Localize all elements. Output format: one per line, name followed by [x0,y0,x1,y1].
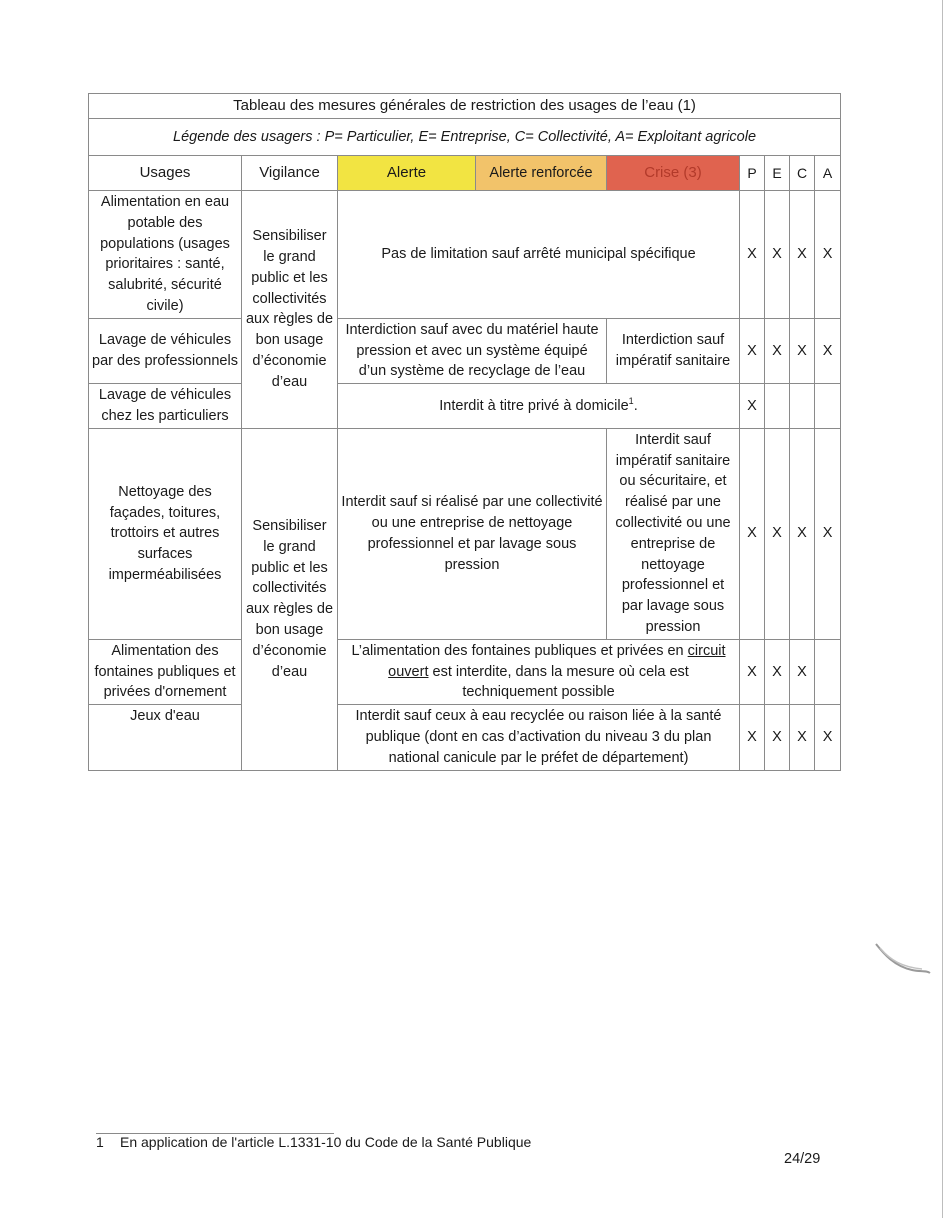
header-vigilance: Vigilance [242,156,338,191]
usager-c-cell [790,384,815,429]
page-number: 24/29 [784,1151,821,1167]
vigilance-cell: Sensibiliser le grand public et les collectivités aux règles de bon usage d’économie d’eau [242,191,338,429]
usager-p-cell: X [740,318,765,383]
measure-end: . [633,397,638,414]
footnote-number: 1 [96,1134,104,1150]
table-row [89,705,841,770]
measure-cell: Interdiction sauf avec du matériel haute pression et avec un système équipé d’un système de recyclage de l’eau [338,318,607,383]
table-row [89,191,841,319]
measure-cell: Interdit sauf ceux à eau recyclée ou raison liée à la santé publique (dont en cas d’activation du niveau 3 du plan national canicule par le préfet de département) [338,705,740,770]
measure-cell: Pas de limitation sauf arrêté municipal spécifique [338,191,740,319]
usager-c-cell: X [790,191,815,319]
usager-c-cell: X [790,428,815,639]
header-a: A [815,156,841,191]
usager-c-cell: X [790,318,815,383]
header-c: C [790,156,815,191]
measure-text: Interdit à titre privé à domicile [439,397,629,414]
measure-text: est interdite, dans la mesure où cela est techniquement possible [432,663,689,701]
footnote-ref: 1 [628,395,634,406]
usager-c-cell: X [790,639,815,704]
measure-cell [338,384,740,429]
table-row [89,639,841,704]
scan-mark-decoration [872,940,932,980]
footnote [96,1134,531,1150]
usager-c-cell: X [790,705,815,770]
header-crise: Crise (3) [607,156,740,191]
usage-cell: Nettoyage des façades, toitures, trottoirs et autres surfaces imperméabilisées [89,428,242,639]
vigilance-cell: Sensibiliser le grand public et les collectivités aux règles de bon usage d’économie d’eau [242,428,338,770]
usager-e-cell [765,384,790,429]
table-legend: Légende des usagers : P= Particulier, E= Entreprise, C= Collectivité, A= Exploitant agricole [89,119,841,156]
usager-e-cell: X [765,639,790,704]
usager-p-cell: X [740,639,765,704]
usager-a-cell: X [815,318,841,383]
page-edge [942,0,943,1218]
measure-text: L’alimentation des fontaines publiques et privées en [351,642,684,659]
usager-e-cell: X [765,705,790,770]
footnote-text: En application de l'article L.1331-10 du Code de la Santé Publique [120,1134,532,1150]
table-title: Tableau des mesures générales de restriction des usages de l’eau (1) [89,94,841,119]
usager-e-cell: X [765,318,790,383]
usager-p-cell: X [740,191,765,319]
measure-crise-cell: Interdiction sauf impératif sanitaire [607,318,740,383]
table-row [89,318,841,383]
measure-cell [338,639,740,704]
usager-a-cell [815,384,841,429]
usager-p-cell: X [740,384,765,429]
usage-cell: Lavage de véhicules chez les particuliers [89,384,242,429]
measure-crise-cell: Interdit sauf impératif sanitaire ou sécuritaire, et réalisé par une collectivité ou une entreprise de nettoyage professionnel et par lavage sous pression [607,428,740,639]
usage-cell: Lavage de véhicules par des professionnels [89,318,242,383]
table-row [89,384,841,429]
usager-a-cell: X [815,428,841,639]
header-p: P [740,156,765,191]
usage-cell: Jeux d'eau [89,705,242,770]
measure-underlined-text: circuit ouvert [388,642,726,680]
usager-e-cell: X [765,191,790,319]
table-row [89,428,841,639]
header-e: E [765,156,790,191]
header-alerte-renforcee: Alerte renforcée [476,156,607,191]
usager-p-cell: X [740,705,765,770]
usage-cell: Alimentation en eau potable des populations (usages prioritaires : santé, salubrité, sécurité civile) [89,191,242,319]
restrictions-table [88,93,841,771]
usager-a-cell [815,639,841,704]
usager-a-cell: X [815,705,841,770]
measure-cell: Interdit sauf si réalisé par une collectivité ou une entreprise de nettoyage professionnel et par lavage sous pression [338,428,607,639]
usager-a-cell: X [815,191,841,319]
usager-e-cell: X [765,428,790,639]
header-usages: Usages [89,156,242,191]
header-alerte: Alerte [338,156,476,191]
usage-cell: Alimentation des fontaines publiques et privées d'ornement [89,639,242,704]
usager-p-cell: X [740,428,765,639]
